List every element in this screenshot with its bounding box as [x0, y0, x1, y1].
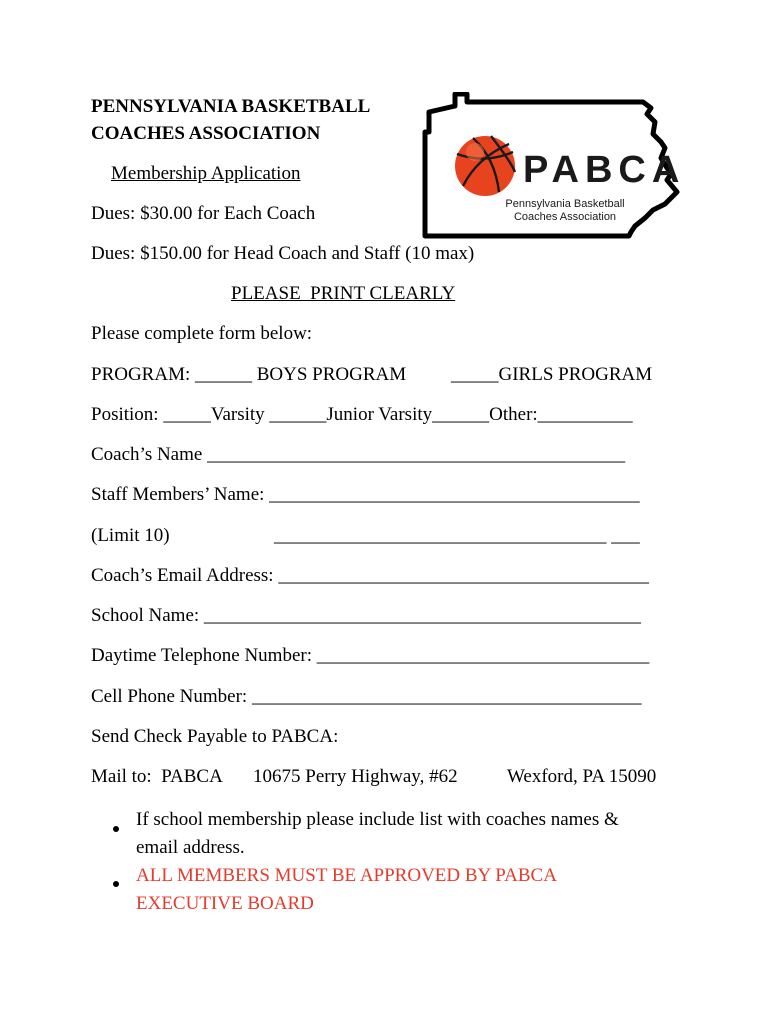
- form-subtitle: Membership Application: [111, 163, 301, 184]
- note-school-membership-line-1: If school membership please include list with coaches names &: [136, 809, 619, 830]
- note-school-membership-line-2: email address.: [136, 837, 245, 858]
- logo-name-line-1: Pennsylvania Basketball: [505, 198, 625, 210]
- logo-acronym: PABCA: [523, 149, 685, 191]
- logo-name-line-2: Coaches Association: [513, 211, 617, 223]
- title-line-1: PENNSYLVANIA BASKETBALL: [91, 96, 371, 117]
- limit-label: (Limit 10): [91, 525, 170, 546]
- bullet-icon: [113, 816, 129, 838]
- mail-street: 10675 Perry Highway, #62: [253, 766, 458, 787]
- coach-name-field[interactable]: Coach’s Name ____________________________________________: [91, 444, 626, 465]
- payable-instruction: Send Check Payable to PABCA:: [91, 726, 339, 747]
- school-name-field[interactable]: School Name: ______________________________________________: [91, 605, 641, 626]
- basketball-icon: [455, 136, 515, 196]
- dues-head-staff: Dues: $150.00 for Head Coach and Staff (10 max): [91, 243, 475, 264]
- note-approval-line-1: ALL MEMBERS MUST BE APPROVED BY PABCA: [136, 865, 557, 886]
- mail-city: Wexford, PA 15090: [507, 766, 657, 787]
- bullet-icon: [113, 871, 129, 893]
- coach-email-field[interactable]: Coach’s Email Address: _______________________________________: [91, 565, 649, 586]
- note-approval-line-2: EXECUTIVE BOARD: [136, 893, 314, 914]
- program-girls-field[interactable]: _____GIRLS PROGRAM: [451, 364, 653, 385]
- cell-phone-field[interactable]: Cell Phone Number: _________________________________________: [91, 686, 642, 707]
- print-clearly-notice: PLEASE PRINT CLEARLY: [231, 283, 456, 304]
- staff-members-extra-field[interactable]: ___________________________________ ___: [274, 525, 640, 546]
- title-line-2: COACHES ASSOCIATION: [91, 123, 321, 144]
- mail-to-label: Mail to: PABCA: [91, 766, 223, 787]
- staff-members-field[interactable]: Staff Members’ Name: _______________________________________: [91, 484, 640, 505]
- daytime-phone-field[interactable]: Daytime Telephone Number: ___________________________________: [91, 645, 650, 666]
- dues-each-coach: Dues: $30.00 for Each Coach: [91, 203, 316, 224]
- complete-form-instruction: Please complete form below:: [91, 323, 313, 344]
- pabca-logo: [415, 92, 685, 242]
- position-field[interactable]: Position: _____Varsity ______Junior Varsity______Other:__________: [91, 404, 633, 425]
- program-boys-field[interactable]: PROGRAM: ______ BOYS PROGRAM: [91, 364, 407, 385]
